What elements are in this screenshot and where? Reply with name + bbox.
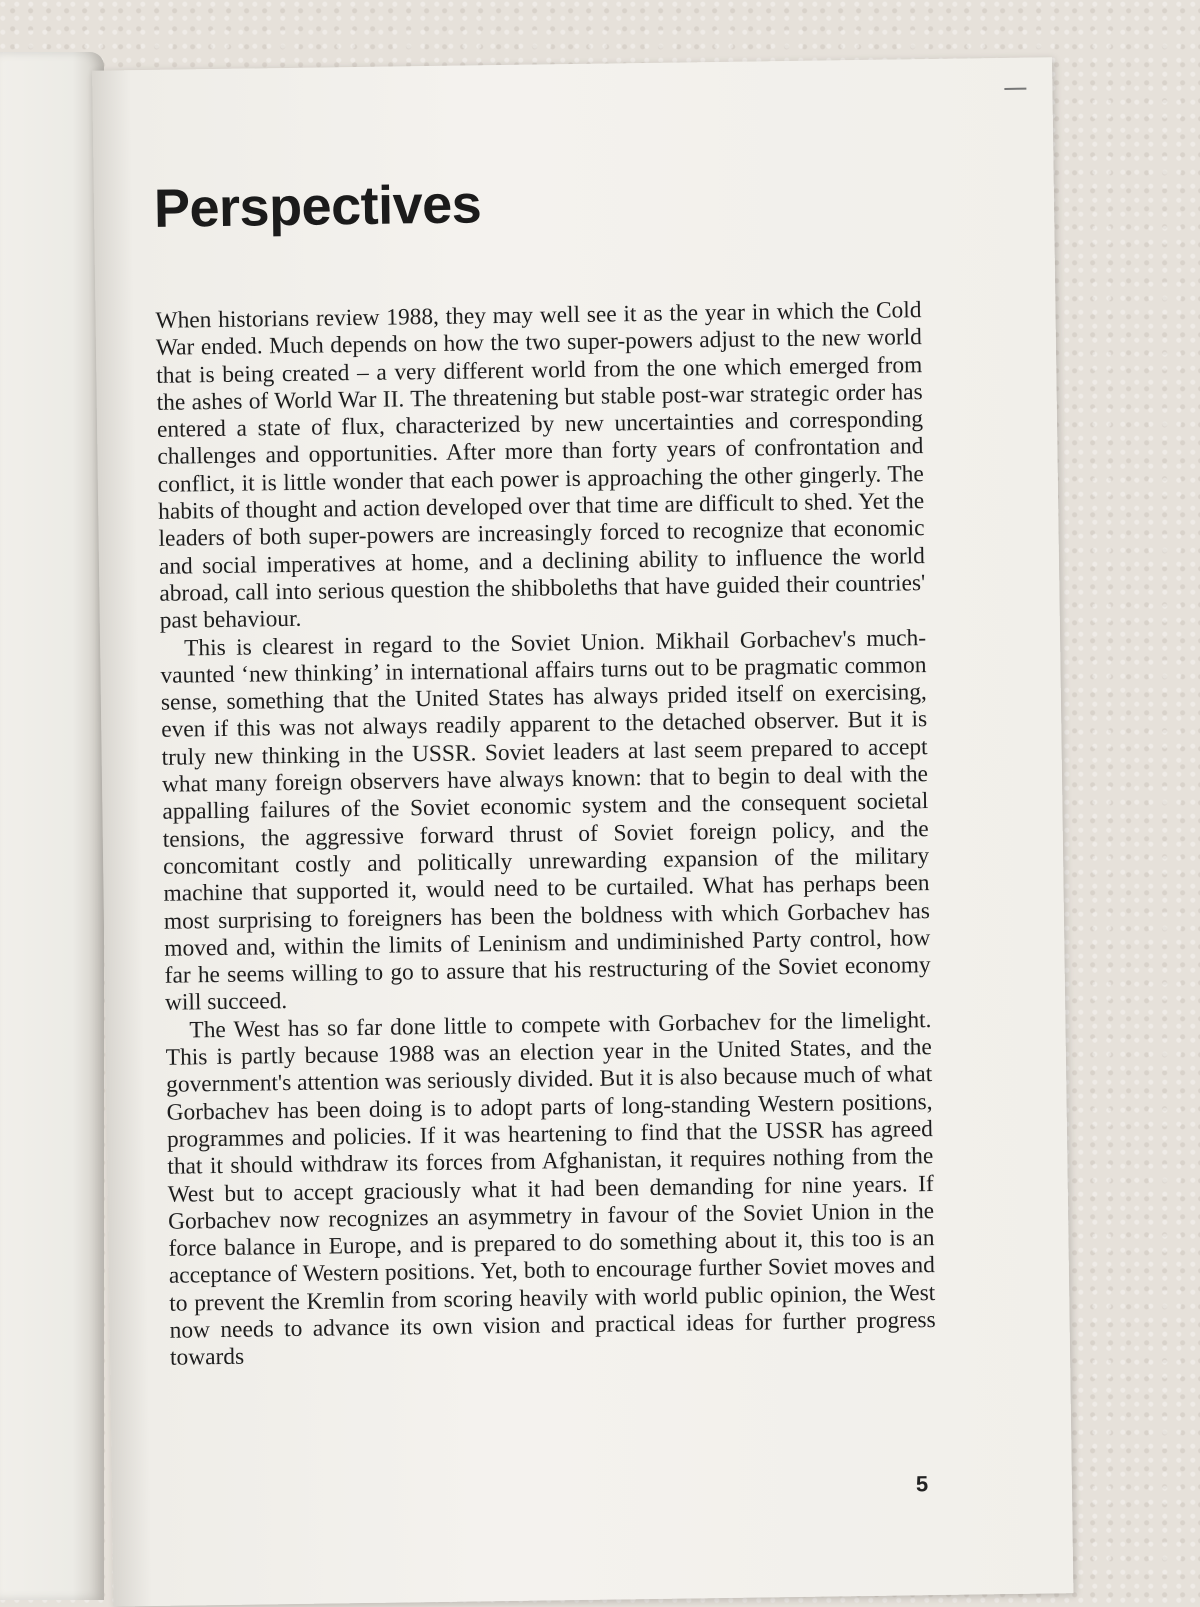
paragraph: The West has so far done little to compete with Gorbachev for the limelight. This is partly because 1988 was an election year in the United States, and the government's attention was seriously divided. But it is also because much of what Gorbachev has been doing is to adopt parts of long-standing Western positions, programmes and policies. If it was heartening to find that the USSR has agreed that it should withdraw its forces from Afghanistan, it requires nothing from the West but to accept graciously what it had been demanding for nine years. If Gorbachev now recognizes an asymmetry in favour of the Soviet Union in the force balance in Europe, and is prepared to do something about it, this too is an acceptance of Western positions. Yet, both to encourage further Soviet moves and to prevent the Kremlin from scoring heavily with world public opinion, the West now needs to advance its own vision and practical ideas for further progress towards bbox=[165, 1006, 936, 1372]
paragraph: When historians review 1988, they may well see it as the year in which the Cold War ended. Much depends on how the two super-powers adjust to the new world that is being created – a very different world from the one which emerged from the ashes of World War II. The threatening but stable post-war strategic order has entered a state of flux, characterized by new uncertainties and corresponding challenges and opportunities. After more than forty years of confrontation and conflict, it is little wonder that each power is approaching the other gingerly. The habits of thought and action developed over that time are difficult to shed. Yet the leaders of both super-powers are increasingly forced to recognize that economic and social imperatives at home, and a declining ability to influence the world abroad, call into serious question the shibboleths that have guided their countries' past behaviour. bbox=[155, 297, 926, 635]
chapter-title: Perspectives bbox=[153, 174, 482, 239]
facing-page-edge bbox=[0, 52, 104, 1600]
page-number: 5 bbox=[915, 1471, 929, 1497]
paragraph: This is clearest in regard to the Soviet Union. Mikhail Gorbachev's much-vaunted ‘new thinking’ in international affairs turns out to be pragmatic common sense, something that the United States has always prided itself on exercising, even if this was not always readily apparent to the detached observer. But it is truly new thinking in the USSR. Soviet leaders at last seem prepared to accept what many foreign observers have always known: that to begin to deal with the appalling failures of the Soviet economic system and the consequent societal tensions, the aggressive forward thrust of Soviet foreign policy, and the concomitant costly and politically unrewarding expansion of the military machine that supported it, would need to be curtailed. What has perhaps been most surprising to foreigners has been the boldness with which Gorbachev has moved and, within the limits of Leninism and undiminished Party control, how far he seems willing to go to assure that his restructuring of the Soviet economy will succeed. bbox=[160, 624, 931, 1017]
page-corner-mark bbox=[1004, 88, 1026, 90]
body-text bbox=[155, 297, 936, 1372]
book-page bbox=[92, 57, 1073, 1606]
